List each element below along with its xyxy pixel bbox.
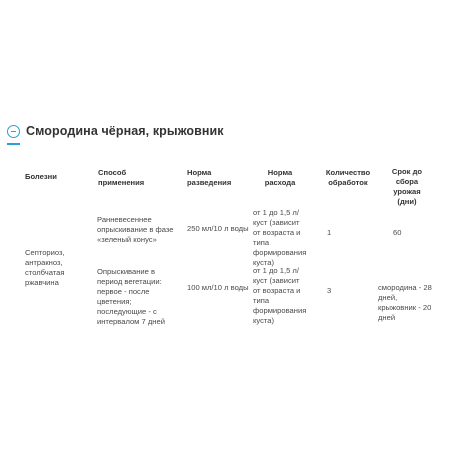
header-harvest: Срок до сбора урожая (дни) — [391, 167, 423, 206]
header-consumption: Норма расхода — [264, 168, 296, 187]
row2-method: Опрыскивание в период вегетации: первое - после цветения; последующие - с интервалом 7 дней — [97, 267, 165, 326]
row2-harvest: смородина - 28 дней, крыжовник - 20 дней — [378, 283, 432, 322]
collapse-icon[interactable] — [7, 125, 20, 138]
row1-consumption: от 1 до 1,5 л/куст (зависит от возраста и типа формирования куста) — [253, 208, 307, 267]
section-title: Смородина чёрная, крыжовник — [26, 124, 224, 138]
header-method: Способ применения — [98, 168, 145, 187]
row2-dilution: 100 мл/10 л воды — [187, 283, 249, 292]
row2-consumption: от 1 до 1,5 л/куст (зависит от возраста и типа формирования куста) — [253, 266, 307, 325]
disease-cell: Септориоз, антракноз, столбчатая ржавчина — [25, 248, 65, 287]
row1-treatments: 1 — [327, 228, 332, 237]
row1-method: Ранневесеннее опрыскивание в фазе «зеленый конус» — [97, 215, 174, 244]
row1-harvest: 60 — [393, 228, 402, 237]
row2-treatments: 3 — [327, 286, 332, 295]
header-disease: Болезни — [25, 172, 57, 181]
header-treatments: Количество обработок — [325, 168, 371, 187]
header-dilution: Норма разведения — [187, 168, 232, 187]
row1-dilution: 250 мл/10 л воды — [187, 224, 249, 233]
section-header[interactable] — [7, 124, 224, 138]
header-underline — [7, 143, 20, 145]
